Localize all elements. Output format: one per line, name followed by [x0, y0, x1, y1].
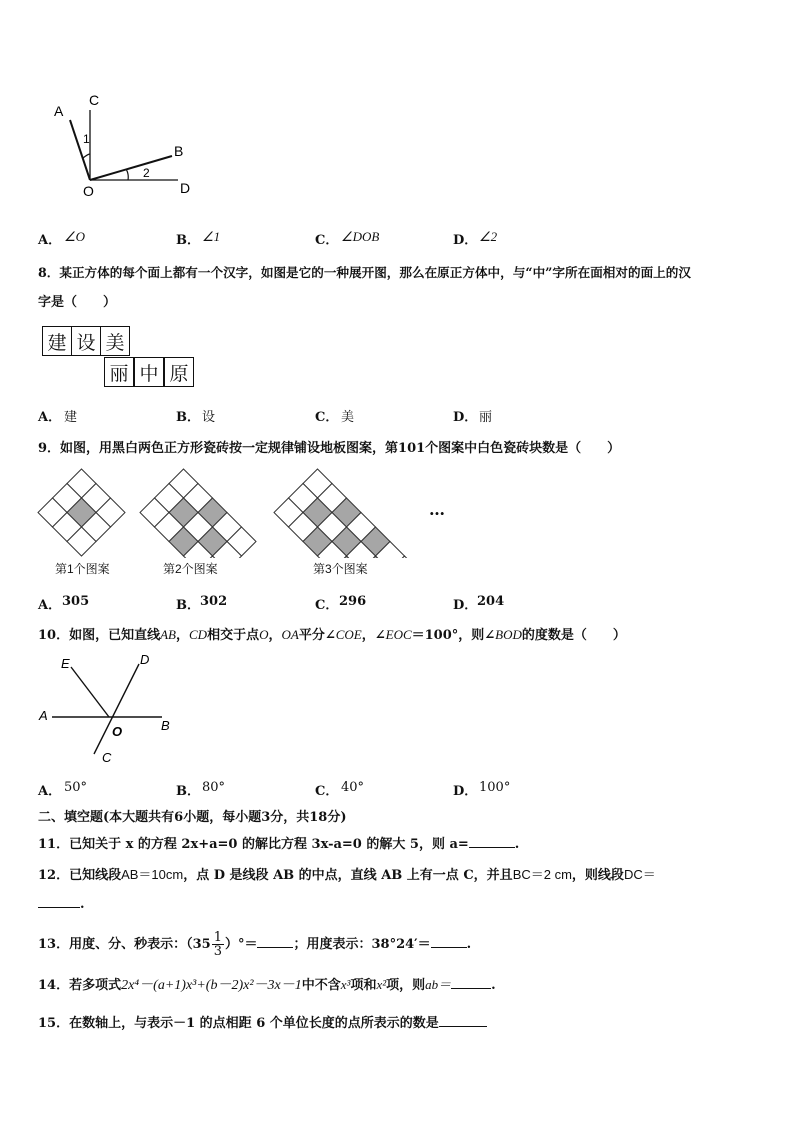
q13-fraction	[212, 931, 224, 958]
q10-stem-a: 10．如图，已知直线	[38, 628, 161, 643]
q10-coe: COE	[335, 627, 362, 642]
q7-option-b-letter: B．	[176, 233, 200, 248]
q12-stem	[38, 864, 656, 883]
q10-ab: AB	[160, 627, 176, 642]
net-cell-bottom-2: 中	[134, 357, 164, 387]
q14-c: 项和	[350, 978, 377, 993]
label-o: O	[83, 183, 94, 199]
q11-stem	[38, 833, 519, 852]
q14-ab: ab＝	[425, 977, 452, 992]
q13-c: ；用度表示：38°24′＝	[293, 937, 431, 952]
q8-option-d-text: 丽	[479, 410, 493, 425]
q10-stem-c: 相交于点	[207, 628, 260, 643]
label-c: C	[102, 750, 112, 765]
q10-stem-d: ，	[268, 628, 282, 643]
q9-caption-1: 第1个图案	[55, 562, 110, 576]
q14-a: 14．若多项式	[38, 978, 122, 993]
label-d: D	[140, 652, 150, 667]
arc-1	[83, 154, 90, 158]
line-cd	[94, 664, 139, 754]
label-1: 1	[83, 132, 90, 146]
q9-stem: 9．如图，用黑白两色正方形瓷砖按一定规律铺设地板图案，第101个图案中白色瓷砖块数是（ ）	[38, 441, 621, 456]
q11-answer-blank[interactable]	[469, 835, 515, 848]
q11-text: 11．已知关于 x 的方程 2x+a=0 的解比方程 3x-a=0 的解大 5，则 a=	[38, 837, 469, 852]
q10-stem-f: ，∠	[361, 628, 386, 643]
q10-lines-figure	[34, 650, 194, 770]
q10-option-b-letter: B．	[176, 784, 200, 799]
q7-option-d-letter: D．	[453, 233, 478, 248]
label-c: C	[89, 92, 100, 108]
q12-answer-blank[interactable]	[38, 895, 80, 908]
q10-option-c-text: 40°	[341, 780, 365, 795]
q8-option-a-letter: A．	[38, 410, 62, 425]
q12-c: ，则线段	[571, 868, 624, 883]
q15-answer-blank[interactable]	[439, 1014, 487, 1027]
q10-option-b-text: 80°	[202, 780, 226, 795]
q14-stem	[38, 974, 496, 994]
q7-option-c-letter: C．	[315, 233, 339, 248]
q8-option-a-text: 建	[64, 410, 78, 425]
q7-option-a-text: ∠O	[64, 229, 86, 244]
q10-stem-b: ，	[175, 628, 189, 643]
q8-option-d-letter: D．	[453, 410, 478, 425]
q13-b: ）°＝	[224, 937, 258, 952]
q10-stem	[38, 624, 626, 643]
q9-tile-patterns	[36, 466, 456, 558]
q9-option-c-text: 296	[339, 594, 367, 609]
q9-ellipsis: …	[429, 500, 445, 519]
q10-option-a-text: 50°	[64, 780, 88, 795]
label-b: B	[161, 718, 170, 733]
q9-option-d-letter: D．	[453, 598, 478, 613]
q12-a: 12．已知线段	[38, 868, 122, 883]
q11-end: .	[514, 837, 520, 852]
q9-option-a-letter: A．	[38, 598, 62, 613]
q7-option-b-text: ∠1	[202, 229, 221, 244]
label-e: E	[61, 656, 70, 671]
q7-option-a-letter: A．	[38, 233, 62, 248]
q12-ab-eq: AB＝10cm	[121, 867, 184, 882]
q14-polynomial: 2x⁴－(a+1)x³+(b－2)x²－3x－1	[121, 978, 302, 993]
label-a: A	[54, 103, 64, 119]
q8-option-b-letter: B．	[176, 410, 200, 425]
q12-b: ，点 D 是线段 AB 的中点，直线 AB 上有一点 C，并且	[183, 868, 513, 883]
q10-bod: BOD	[495, 627, 522, 642]
ray-ob	[90, 156, 172, 180]
net-cell-top-2: 设	[71, 326, 101, 356]
q14-end: .	[491, 978, 496, 993]
q13-blank-2[interactable]	[431, 935, 467, 948]
q8-option-c-text: 美	[341, 410, 355, 425]
q9-option-a-text: 305	[62, 594, 90, 609]
label-2: 2	[143, 166, 150, 180]
q8-stem-line2: 字是（ ）	[38, 295, 117, 310]
q12-line2	[38, 895, 85, 912]
q15-text: 15．在数轴上，与表示－1 的点相距 6 个单位长度的点所表示的数是	[38, 1016, 439, 1031]
net-cell-bottom-1: 丽	[104, 357, 134, 387]
q10-option-d-text: 100°	[479, 780, 511, 795]
q15-stem	[38, 1012, 487, 1031]
net-cell-top-3: 美	[100, 326, 130, 356]
tile-pattern-3	[274, 469, 419, 558]
q10-stem-h: 的度数是（ ）	[521, 628, 626, 643]
q9-caption-2: 第2个图案	[163, 562, 218, 576]
q7-option-d-text: ∠2	[479, 229, 498, 244]
q14-d: 项，则	[386, 978, 426, 993]
q13-stem	[38, 931, 471, 958]
q9-option-c-letter: C．	[315, 598, 339, 613]
q8-stem-line1: 8．某正方体的每个面上都有一个汉字，如图是它的一种展开图，那么在原正方体中，与“中”字所在面相对的面上的汉	[38, 265, 691, 280]
tile-pattern-1	[38, 469, 125, 556]
q8-option-b-text: 设	[202, 410, 216, 425]
section-2-heading: 二、填空题(本大题共有6小题，每小题3分，共18分)	[38, 810, 347, 825]
q10-stem-e: 平分∠	[298, 628, 336, 643]
q9-option-d-text: 204	[477, 594, 505, 609]
q14-answer-blank[interactable]	[451, 976, 491, 989]
tile-pattern-2	[140, 469, 256, 558]
label-d: D	[180, 180, 191, 196]
label-b: B	[174, 143, 184, 159]
q12-end: .	[80, 897, 85, 912]
q10-option-d-letter: D．	[453, 784, 478, 799]
q14-x3: x³	[340, 977, 351, 992]
q13-end: .	[466, 937, 472, 952]
q13-fraction-num: 1	[213, 930, 222, 945]
q10-o: O	[259, 627, 269, 642]
q12-bc-eq: BC＝2 cm	[512, 867, 572, 882]
ray-oa	[70, 120, 90, 180]
q10-cd: CD	[189, 627, 208, 642]
q9-option-b-letter: B．	[176, 598, 200, 613]
q13-fraction-den: 3	[213, 944, 222, 959]
q12-dc-eq: DC＝	[623, 867, 656, 882]
arc-2	[126, 169, 128, 180]
q10-eoc: EOC	[385, 627, 412, 642]
net-cell-top-1: 建	[42, 326, 72, 356]
q10-stem-g: ＝100°，则∠	[411, 628, 496, 643]
label-a: A	[39, 708, 48, 723]
q10-oa: OA	[281, 627, 299, 642]
q14-x2: x²	[376, 977, 387, 992]
q9-caption-3: 第3个图案	[313, 562, 368, 576]
q10-option-a-letter: A．	[38, 784, 62, 799]
q8-option-c-letter: C．	[315, 410, 339, 425]
q14-b: 中不含	[301, 978, 341, 993]
label-o: O	[112, 724, 123, 739]
net-cell-bottom-3: 原	[164, 357, 194, 387]
q13-a: 13．用度、分、秒表示：（35	[38, 937, 211, 952]
q7-angle-figure	[40, 88, 210, 200]
q7-option-c-text: ∠DOB	[341, 229, 380, 244]
ray-oe	[71, 667, 109, 717]
q13-blank-1[interactable]	[257, 935, 293, 948]
q10-option-c-letter: C．	[315, 784, 339, 799]
q9-option-b-text: 302	[200, 594, 228, 609]
